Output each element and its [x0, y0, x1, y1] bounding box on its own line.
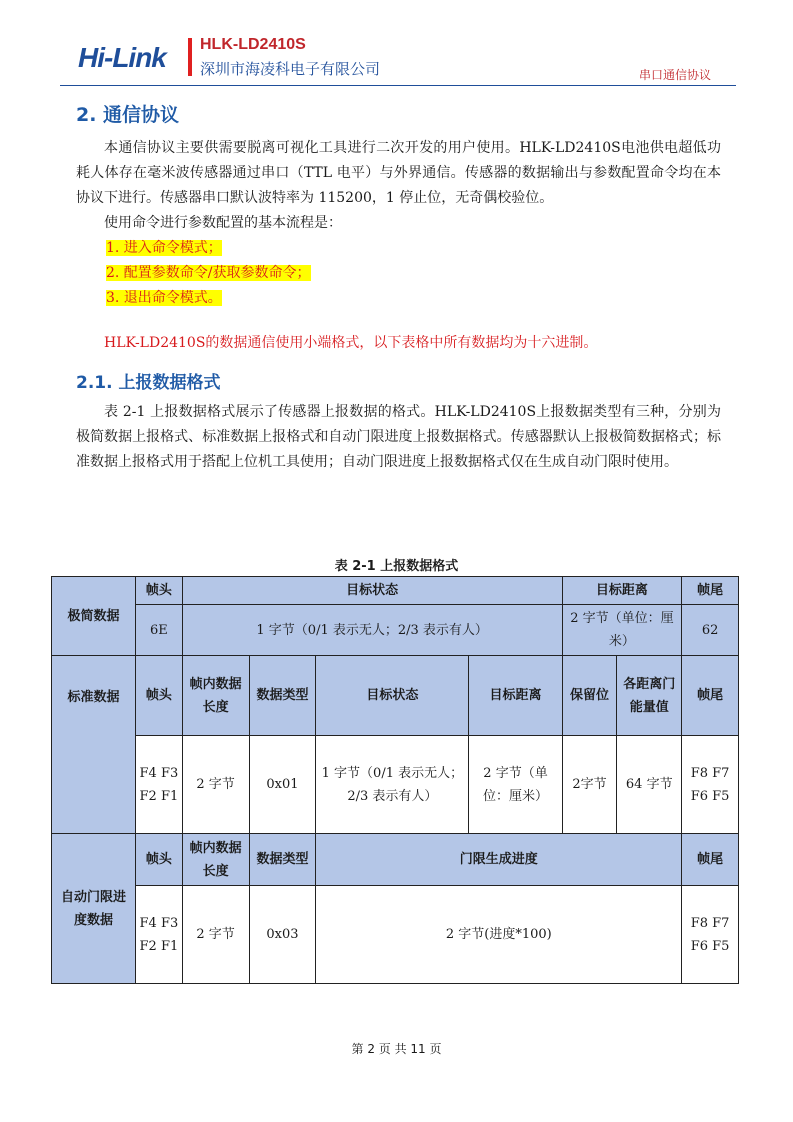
table-header-cell: 帧尾 — [682, 834, 739, 886]
row-group-label: 标准数据 — [52, 656, 136, 834]
table-header-cell: 帧尾 — [682, 577, 739, 605]
table-cell: 62 — [682, 605, 739, 656]
table-caption: 表 2-1 上报数据格式 — [334, 559, 459, 574]
table-header-cell: 目标距离 — [562, 577, 682, 605]
section-title: 2. 通信协议 — [76, 104, 180, 126]
paragraph: 表 2-1 上报数据格式展示了传感器上报数据的格式。HLK-LD2410S上报数据类型有三种，分别为极简数据上报格式、标准数据上报格式和自动门限进度上报数据格式。传感器默认上报极简数据格式；标准数据上报格式用于搭配上位机工具使用；自动门限进度上报数据格式仅在生成自动门限时使用。 — [76, 404, 721, 470]
table-row — [52, 656, 739, 736]
table-cell: 1 字节（0/1 表示无人；2/3 表示有人） — [182, 605, 562, 656]
table-row — [52, 834, 739, 886]
table-cell: F4 F3 F2 F1 — [136, 736, 183, 834]
table-header-cell: 目标距离 — [469, 656, 562, 736]
row-group-label: 极简数据 — [52, 577, 136, 656]
table-header-cell: 帧头 — [136, 577, 183, 605]
table-row — [52, 736, 739, 834]
step-item: 3. 退出命令模式。 — [106, 290, 222, 306]
paragraph: 本通信协议主要供需要脱离可视化工具进行二次开发的用户使用。HLK-LD2410S电池供电超低功耗人体存在毫米波传感器通过串口（TTL 电平）与外界通信。传感器的数据输出与参数配置命令均在本协议下进行。传感器串口默认波特率为 115200，1 停止位，无奇偶校验位。 — [76, 140, 721, 206]
table-cell: 1 字节（0/1 表示无人；2/3 表示有人） — [316, 736, 469, 834]
company-logo: Hi-Link — [78, 42, 166, 73]
table-cell: 2 字节(进度*100) — [316, 886, 682, 984]
table-cell: 0x01 — [249, 736, 316, 834]
table-cell: 2 字节（单位：厘米） — [469, 736, 562, 834]
table-header-cell: 帧头 — [136, 656, 183, 736]
company-name: 深圳市海凌科电子有限公司 — [200, 60, 381, 78]
table-header-cell: 数据类型 — [249, 656, 316, 736]
table-header-cell: 目标状态 — [316, 656, 469, 736]
step-item: 1. 进入命令模式； — [106, 240, 222, 256]
table-row — [52, 577, 739, 605]
table-header-cell: 帧内数据长度 — [182, 656, 249, 736]
table-header-cell: 门限生成进度 — [316, 834, 682, 886]
page-content — [76, 100, 721, 475]
model-name: HLK-LD2410S — [200, 36, 306, 53]
logo-divider — [188, 38, 192, 76]
paragraph: 使用命令进行参数配置的基本流程是： — [104, 215, 342, 231]
table-cell: F4 F3 F2 F1 — [136, 886, 183, 984]
row-group-label: 自动门限进度数据 — [52, 834, 136, 984]
table-cell: 6E — [136, 605, 183, 656]
step-item: 2. 配置参数命令/获取参数命令； — [106, 265, 311, 281]
section-label: 串口通信协议 — [638, 68, 711, 82]
page-number: 第 2 页 共 11 页 — [351, 1042, 442, 1056]
header-divider — [60, 85, 736, 86]
table-cell: 2字节 — [562, 736, 617, 834]
table-cell: F8 F7 F6 F5 — [682, 886, 739, 984]
table-header-cell: 帧头 — [136, 834, 183, 886]
table-cell: 2 字节 — [182, 736, 249, 834]
table-row — [52, 605, 739, 656]
table-cell: 64 字节 — [617, 736, 682, 834]
table-cell: 0x03 — [249, 886, 316, 984]
table-header-cell: 帧内数据长度 — [182, 834, 249, 886]
table-cell: 2 字节（单位：厘米） — [562, 605, 682, 656]
table-cell: 2 字节 — [182, 886, 249, 984]
table-header-cell: 帧尾 — [682, 656, 739, 736]
table-header-cell: 各距离门能量值 — [617, 656, 682, 736]
page-header — [0, 0, 793, 90]
table-header-cell: 保留位 — [562, 656, 617, 736]
table-header-cell: 目标状态 — [182, 577, 562, 605]
report-format-table — [51, 576, 739, 984]
table-row — [52, 886, 739, 984]
table-cell: F8 F7 F6 F5 — [682, 736, 739, 834]
endianness-note: HLK-LD2410S的数据通信使用小端格式，以下表格中所有数据均为十六进制。 — [104, 335, 598, 351]
table-header-cell: 数据类型 — [249, 834, 316, 886]
subsection-title: 2.1. 上报数据格式 — [76, 373, 221, 393]
